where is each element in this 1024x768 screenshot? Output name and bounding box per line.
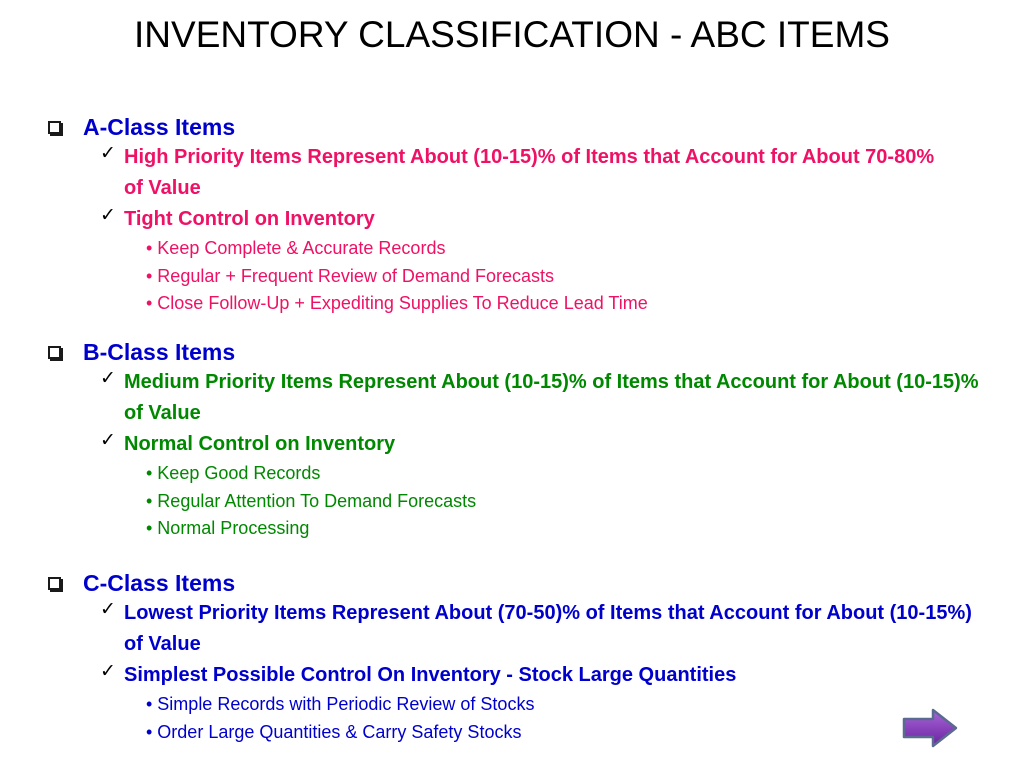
sub-bullet-list — [146, 691, 980, 746]
list-item: • Regular + Frequent Review of Demand Forecasts — [146, 265, 554, 286]
checkmark-icon: ✓ — [100, 598, 116, 620]
list-item: • Close Follow-Up + Expediting Supplies To Reduce Lead Time — [146, 293, 648, 313]
checkmark-icon: ✓ — [100, 429, 116, 451]
check-item — [100, 367, 980, 429]
check-item — [100, 204, 980, 235]
slide-title: INVENTORY CLASSIFICATION - ABC ITEMS — [134, 14, 890, 55]
list-item: • Normal Processing — [146, 518, 310, 538]
section-b-class — [48, 337, 980, 543]
next-arrow-icon — [901, 707, 959, 749]
check-item-text: Medium Priority Items Represent About (10-15)% of Items that Account for About (10-15)% of Value — [124, 371, 979, 424]
checkmark-icon: ✓ — [100, 142, 116, 164]
section-c-class — [48, 568, 980, 746]
check-item — [100, 660, 980, 691]
list-item: • Keep Complete & Accurate Records — [146, 238, 446, 258]
checkmark-icon: ✓ — [100, 204, 116, 226]
next-slide-button[interactable] — [901, 707, 959, 749]
section-header — [48, 568, 980, 598]
list-item: • Order Large Quantities & Carry Safety Stocks — [146, 721, 522, 742]
section-title: A-Class Items — [83, 113, 236, 140]
check-item-text: High Priority Items Represent About (10-15)% of Items that Account for About 70-80% of Value — [124, 146, 935, 199]
section-title: C-Class Items — [83, 569, 236, 596]
section-a-class — [48, 112, 980, 318]
check-item-text: Lowest Priority Items Represent About (70-50)% of Items that Account for About (10-15%) of Value — [124, 602, 972, 655]
check-item-text: Normal Control on Inventory — [124, 433, 396, 455]
check-item — [100, 142, 980, 204]
check-item-text: Simplest Possible Control On Inventory - Stock Large Quantities — [124, 664, 737, 686]
list-item: • Regular Attention To Demand Forecasts — [146, 490, 477, 511]
sub-bullet-list — [146, 460, 980, 543]
section-header — [48, 112, 980, 142]
checkbox-bullet-icon — [48, 346, 61, 359]
sub-bullet-list — [146, 235, 980, 318]
list-item: • Simple Records with Periodic Review of Stocks — [146, 694, 535, 714]
checkmark-icon: ✓ — [100, 660, 116, 682]
section-header — [48, 337, 980, 367]
section-title: B-Class Items — [83, 338, 236, 365]
check-item-text: Tight Control on Inventory — [124, 208, 375, 230]
checkbox-bullet-icon — [48, 121, 61, 134]
list-item: • Keep Good Records — [146, 463, 321, 483]
check-item — [100, 598, 980, 660]
checkbox-bullet-icon — [48, 577, 61, 590]
check-item — [100, 429, 980, 460]
checkmark-icon: ✓ — [100, 367, 116, 389]
